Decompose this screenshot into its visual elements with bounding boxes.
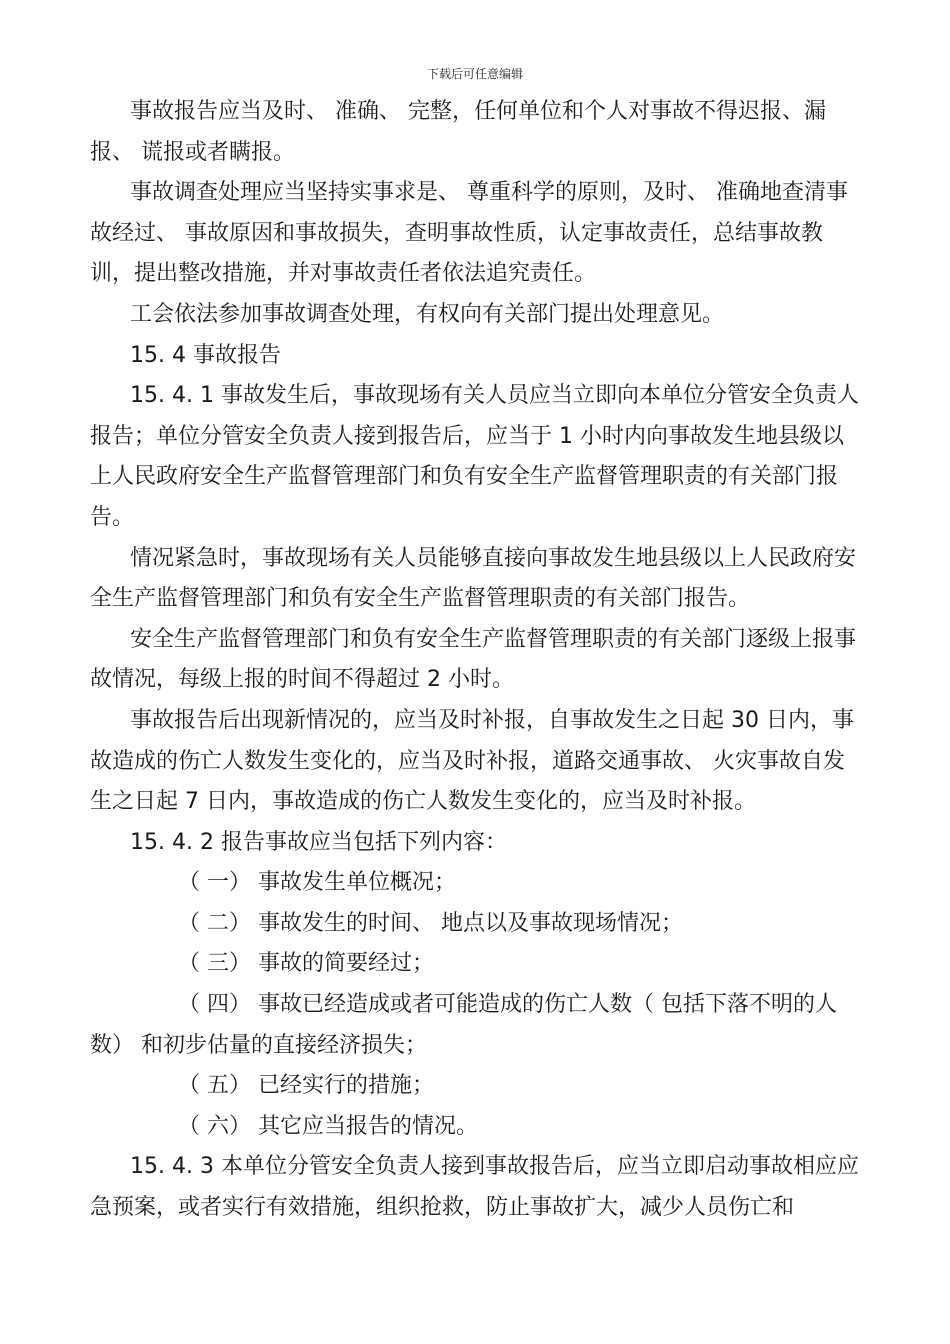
list-item-3: （ 三） 事故的简要经过； [178, 951, 434, 977]
paragraph-emergency: 情况紧急时，事故现场有关人员能够直接向事故发生地县级以上人民政府安全生产监督管理部门和负有安全生产监督管理职责的有关部门报告。 [90, 545, 857, 612]
paragraph-report-principle: 事故报告应当及时、 准确、 完整，任何单位和个人对事故不得迟报、漏报、 谎报或者瞒报。 [90, 99, 826, 165]
list-item-2: （ 二） 事故发生的时间、 地点以及事故现场情况； [178, 910, 683, 936]
list-item-5: （ 五） 已经实行的措施； [178, 1073, 434, 1099]
list-item-6: （ 六） 其它应当报告的情况。 [178, 1113, 478, 1139]
paragraph-investigation-principle: 事故调查处理应当坚持实事求是、 尊重科学的原则，及时、 准确地查清事故经过、 事故原因和事故损失，查明事故性质，认定事故责任，总结事故教训，提出整改措施，并对事故责任者依法追究责任。 [90, 180, 848, 287]
section-heading-15-4: 15. 4 事故报告 [130, 342, 281, 368]
paragraph-supplement-report: 事故报告后出现新情况的，应当及时补报，自事故发生之日起 30 日内，事故造成的伤亡人数发生变化的，应当及时补报，道路交通事故、 火灾事故自发生之日起 7 日内，事故造成的伤亡人数发生变化的，应当及时补报。 [90, 707, 854, 815]
paragraph-15-4-2: 15. 4. 2 报告事故应当包括下列内容： [130, 829, 507, 855]
page-header-note: 下载后可任意编辑 [426, 67, 523, 81]
list-item-1: （ 一） 事故发生单位概况； [178, 870, 456, 896]
document-body [90, 92, 862, 1229]
paragraph-union-role: 工会依法参加事故调查处理，有权向有关部门提出处理意见。 [130, 301, 725, 327]
paragraph-15-4-1: 15. 4. 1 事故发生后，事故现场有关人员应当立即向本单位分管安全负责人报告；单位分管安全负责人接到报告后，应当于 1 小时内向事故发生地县级以上人民政府安全生产监督管理部门和负有安全生产监督管理职责的有关部门报告。 [90, 383, 859, 530]
paragraph-15-4-3: 15. 4. 3 本单位分管安全负责人接到事故报告后，应当立即启动事故相应应急预案，或者实行有效措施，组织抢救，防止事故扩大，减少人员伤亡和 [90, 1154, 859, 1221]
list-item-4: （ 四） 事故已经造成或者可能造成的伤亡人数（ 包括下落不明的人数） 和初步估量的直接经济损失； [90, 992, 837, 1058]
paragraph-escalation: 安全生产监督管理部门和负有安全生产监督管理职责的有关部门逐级上报事故情况，每级上报的时间不得超过 2 小时。 [90, 626, 857, 693]
